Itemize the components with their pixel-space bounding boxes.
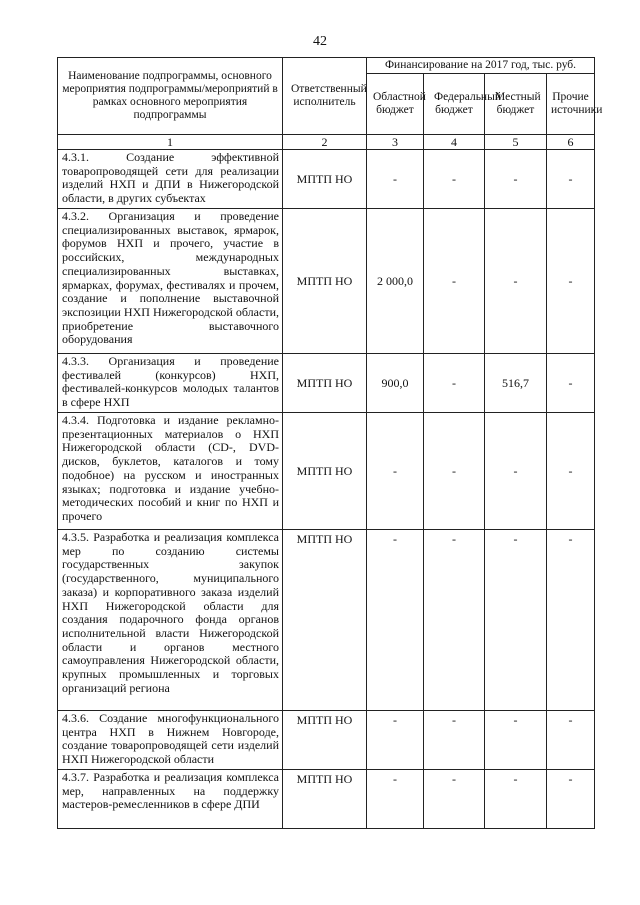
row-name: 4.3.3. Организация и проведение фестивалей (конкурсов) НХП, фестивалей-конкурсов молодых талантов в сфере НХП — [58, 354, 283, 413]
row-local: - — [485, 711, 547, 770]
column-number: 1 — [58, 135, 283, 150]
row-other: - — [547, 413, 595, 530]
column-number: 6 — [547, 135, 595, 150]
row-regional: - — [367, 530, 424, 711]
row-local: - — [485, 770, 547, 829]
row-regional: - — [367, 711, 424, 770]
row-local: 516,7 — [485, 354, 547, 413]
column-number-row — [58, 135, 595, 150]
row-regional: - — [367, 150, 424, 209]
row-federal: - — [424, 209, 485, 354]
table-row — [58, 413, 595, 530]
row-other: - — [547, 711, 595, 770]
header-federal: Федеральный бюджет — [424, 74, 485, 135]
financing-table — [57, 57, 603, 829]
row-regional: 2 000,0 — [367, 209, 424, 354]
row-federal: - — [424, 530, 485, 711]
row-regional: - — [367, 770, 424, 829]
row-name: 4.3.2. Организация и проведение специализированных выставок, ярмарок, форумов НХП и прочего, участие в российских, международных специализированных выставках, ярмарках, форумах, фестивалях и прочем, создание и пополнение выставочной экспозиции НХП Нижегородской области, приобретение выставочного оборудования — [58, 209, 283, 354]
row-local: - — [485, 209, 547, 354]
row-executor: МПТП НО — [283, 711, 367, 770]
row-name: 4.3.4. Подготовка и издание рекламно-презентационных материалов о НХП Нижегородской области (CD-, DVD-дисков, буклетов, каталогов и тому подобное) на русском и иностранных языках; подготовка и издание учебно-методических пособий и книг по НХП и прочего — [58, 413, 283, 530]
table-row — [58, 711, 595, 770]
row-federal: - — [424, 150, 485, 209]
column-number: 4 — [424, 135, 485, 150]
row-federal: - — [424, 354, 485, 413]
table-row — [58, 354, 595, 413]
table-row — [58, 530, 595, 711]
header-row-1 — [58, 58, 595, 74]
header-name: Наименование подпрограммы, основного мероприятия подпрограммы/мероприятий в рамках основного мероприятия подпрограммы — [58, 58, 283, 135]
table-row — [58, 150, 595, 209]
column-number: 2 — [283, 135, 367, 150]
header-local: Местный бюджет — [485, 74, 547, 135]
header-executor: Ответственный исполнитель — [283, 58, 367, 135]
row-other: - — [547, 770, 595, 829]
row-name: 4.3.6. Создание многофункционального центра НХП в Нижнем Новгороде, создание товаропроводящей сети изделий НХП Нижегородской области — [58, 711, 283, 770]
row-executor: МПТП НО — [283, 150, 367, 209]
header-other: Прочие источники — [547, 74, 595, 135]
row-local: - — [485, 150, 547, 209]
row-other: - — [547, 354, 595, 413]
row-local: - — [485, 530, 547, 711]
row-regional: 900,0 — [367, 354, 424, 413]
row-federal: - — [424, 770, 485, 829]
row-executor: МПТП НО — [283, 209, 367, 354]
row-other: - — [547, 530, 595, 711]
table-row — [58, 209, 595, 354]
header-regional: Областной бюджет — [367, 74, 424, 135]
page-number: 42 — [313, 34, 327, 49]
row-federal: - — [424, 413, 485, 530]
row-name: 4.3.1. Создание эффективной товаропроводящей сети для реализации изделий НХП и ДПИ в Нижегородской области, в других субъектах — [58, 150, 283, 209]
header-financing: Финансирование на 2017 год, тыс. руб. — [367, 58, 595, 74]
row-executor: МПТП НО — [283, 354, 367, 413]
column-number: 3 — [367, 135, 424, 150]
row-other: - — [547, 209, 595, 354]
row-regional: - — [367, 413, 424, 530]
row-local: - — [485, 413, 547, 530]
column-number: 5 — [485, 135, 547, 150]
row-other: - — [547, 150, 595, 209]
row-executor: МПТП НО — [283, 770, 367, 829]
row-executor: МПТП НО — [283, 530, 367, 711]
row-name: 4.3.7. Разработка и реализация комплекса мер, направленных на поддержку мастеров-ремесленников в сфере ДПИ — [58, 770, 283, 829]
row-name: 4.3.5. Разработка и реализация комплекса мер по созданию системы государственных закупок (государственного, муниципального заказа) и корпоративного заказа изделий НХП Нижегородской области для создания подарочного фонда органов исполнительной власти Нижегородской области и органов местного самоуправления Нижегородской области, крупных промышленных и торговых организаций региона — [58, 530, 283, 711]
table-row — [58, 770, 595, 829]
row-federal: - — [424, 711, 485, 770]
row-executor: МПТП НО — [283, 413, 367, 530]
